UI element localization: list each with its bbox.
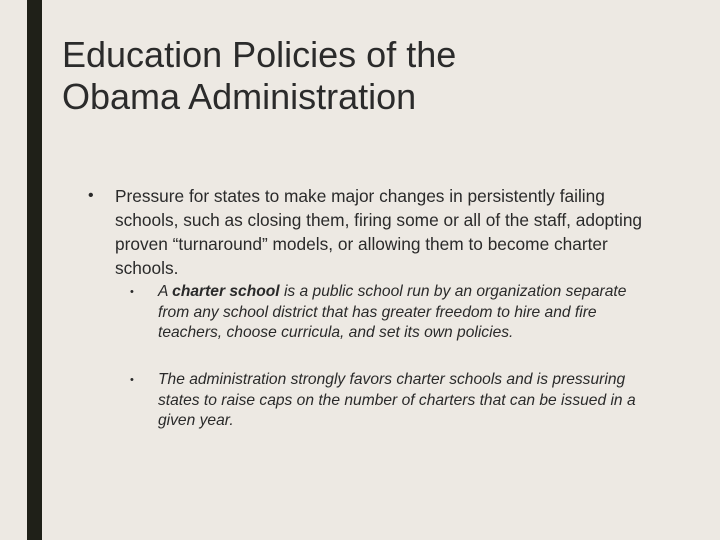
bullet-dot-icon: • — [88, 187, 94, 204]
slide-title — [62, 34, 682, 118]
bullet-dot-icon: • — [130, 286, 134, 298]
sub-bullet-text — [158, 282, 650, 344]
sub-bullet-rest: is a public school run by an organization separate from any school district that has greater freedom to hire and fire teachers, choose curricula, and set its own policies. — [158, 283, 627, 341]
sub-bullet-prefix: A — [158, 283, 173, 300]
slide-title-line-2: Obama Administration — [62, 76, 417, 117]
sub-bullet-administration-stance — [130, 370, 650, 432]
slide-title-line-1: Education Policies of the — [62, 34, 457, 75]
main-bullet-text: Pressure for states to make major changes in persistently failing schools, such as closing them, firing some or all of the staff, adopting proven “turnaround” models, or allowing them to become charter schools. — [115, 186, 643, 278]
main-bullet — [88, 184, 648, 280]
bullet-dot-icon: • — [130, 374, 134, 386]
charter-school-term: charter school — [172, 283, 280, 300]
sub-bullet-text: The administration strongly favors charter schools and is pressuring states to raise caps on the number of charters that can be issued in a given year. — [158, 371, 636, 429]
accent-bar — [27, 0, 42, 540]
sub-bullet-charter-definition — [130, 282, 650, 344]
